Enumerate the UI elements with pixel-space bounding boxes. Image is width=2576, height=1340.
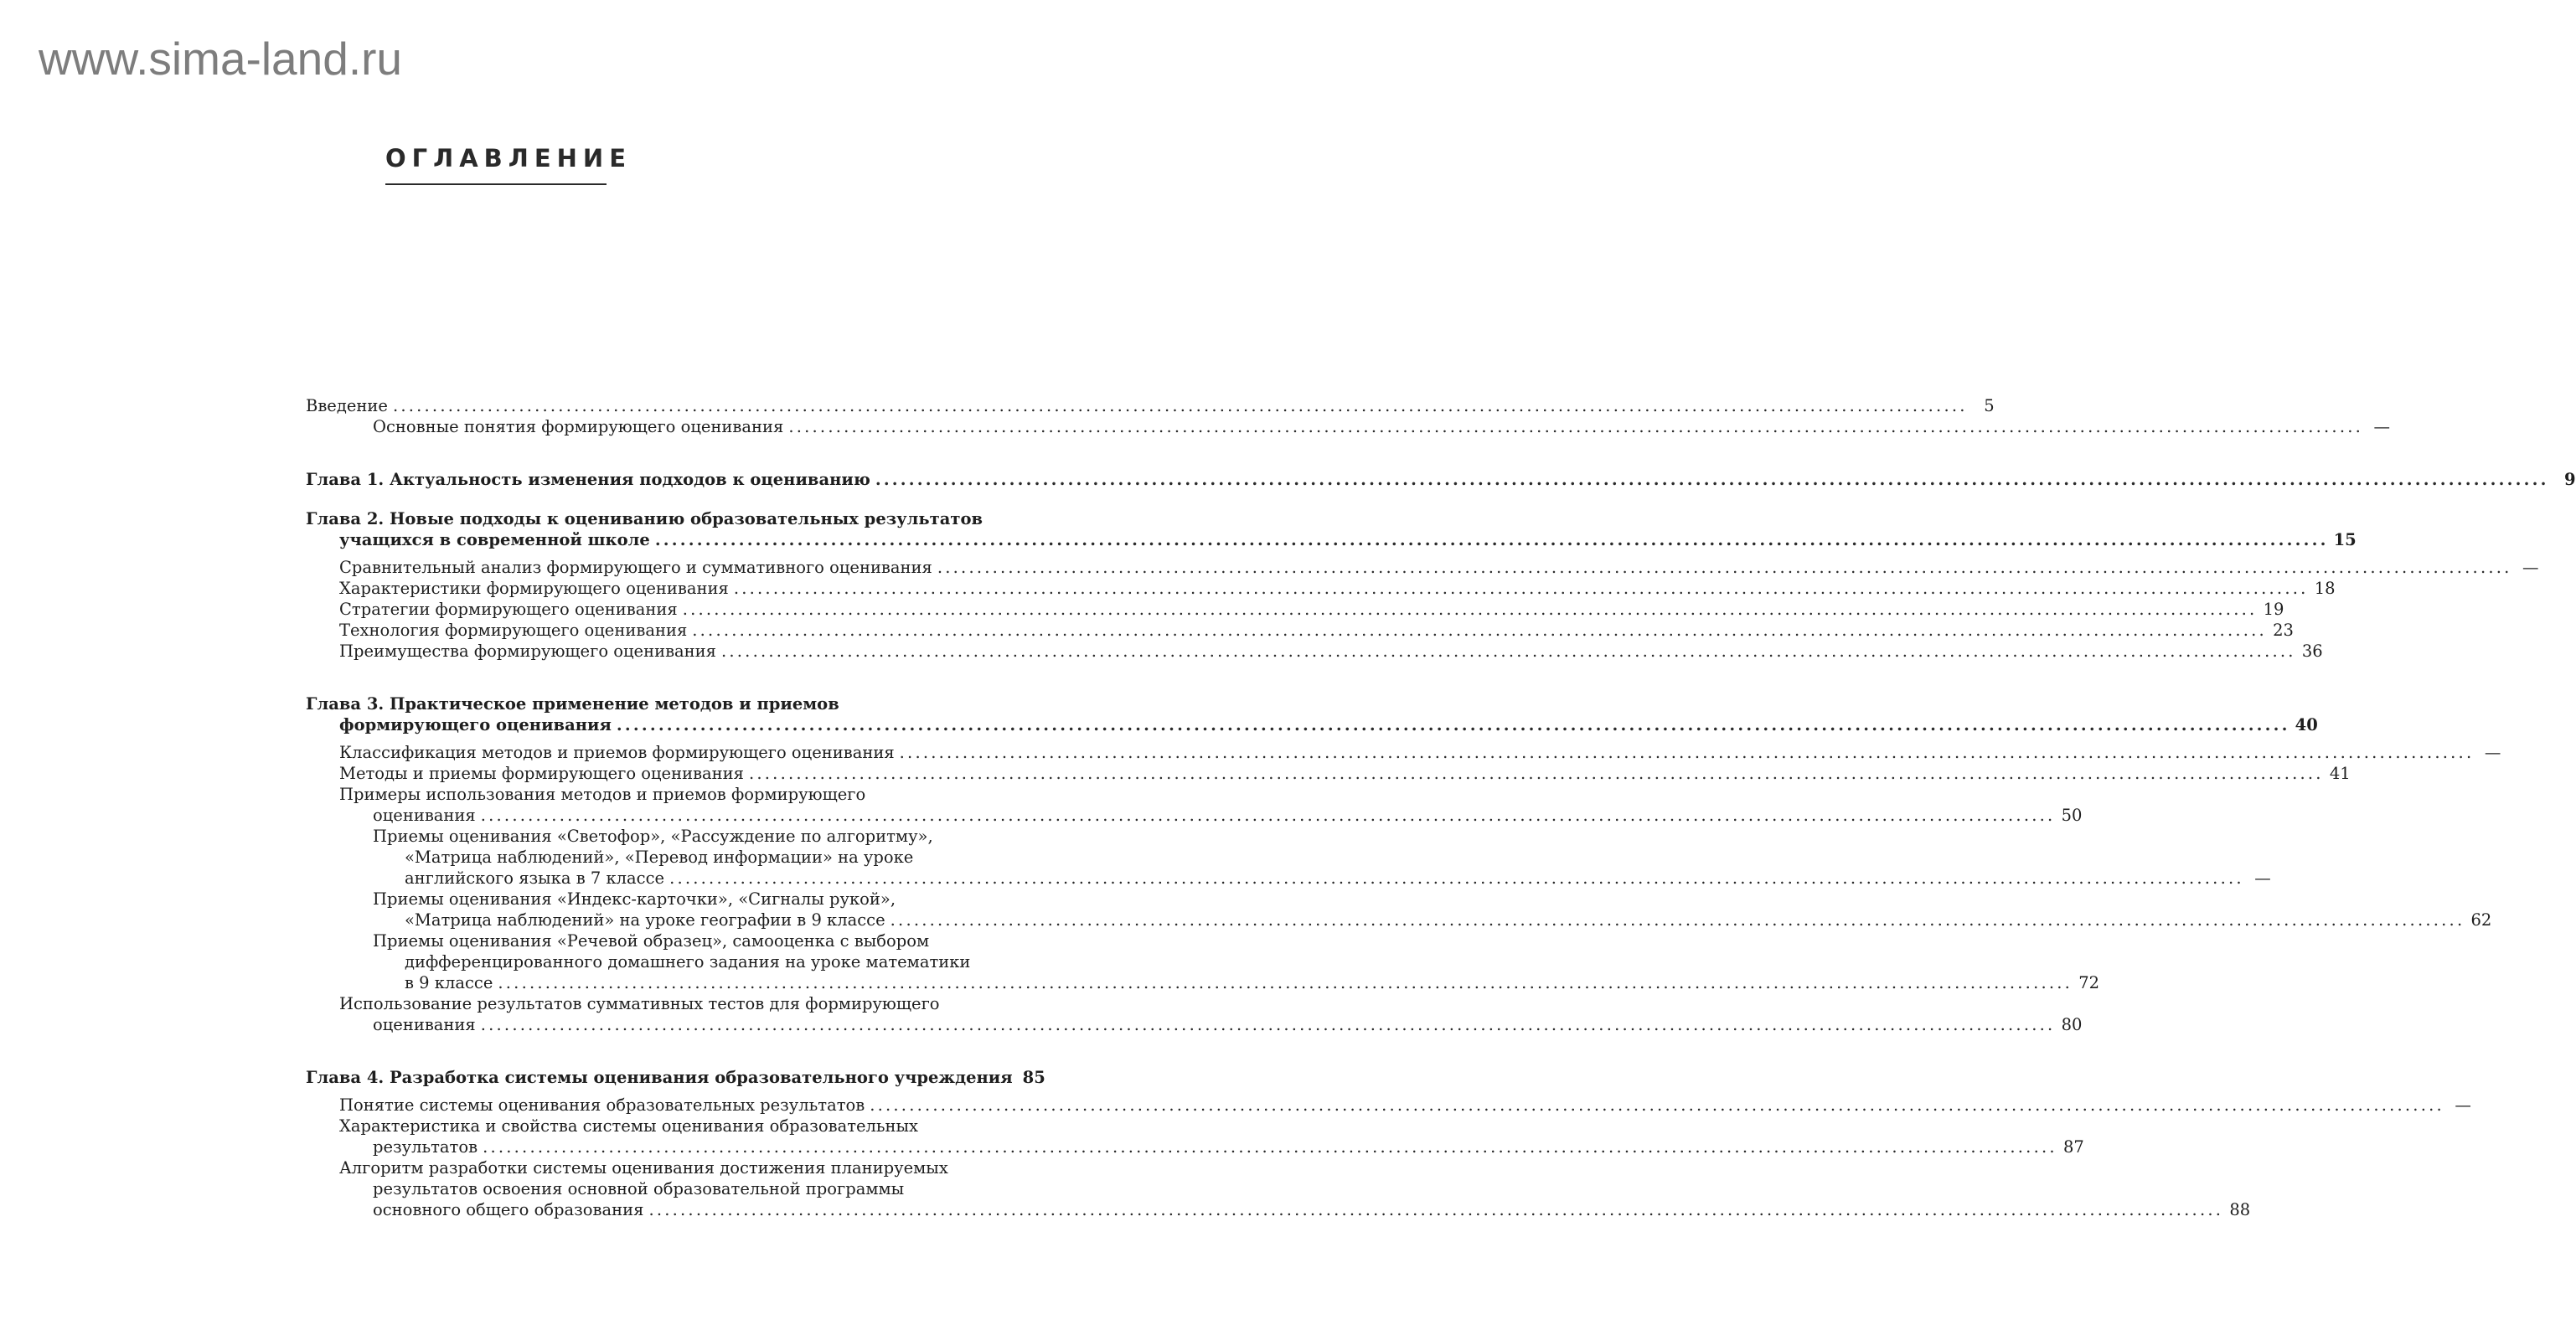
toc-entry-ch2-item — [306, 599, 2284, 620]
dot-leader: ........................................................................................................................................................................................................ — [480, 806, 2056, 825]
toc-page-number: 85 — [1022, 1068, 1045, 1087]
toc-entry-title: оценивания — [373, 806, 476, 825]
dot-leader: ........................................................................................................................................................................................................ — [616, 715, 2290, 734]
toc-page-number: 5 — [1984, 396, 1995, 415]
table-of-contents — [306, 395, 2576, 1220]
toc-entry-title: Основные понятия формирующего оценивания — [373, 417, 784, 436]
toc-entry-title: английского языка в 7 классе — [405, 868, 665, 888]
toc-entry-intro-sub — [306, 416, 2391, 437]
toc-entry-chapter-3 — [306, 714, 2318, 735]
toc-entry-ch4-item-2 — [306, 1136, 2084, 1157]
toc-ch3-last-line-1: Использование результатов суммативных тестов для формирующего — [339, 994, 940, 1013]
toc-entry-title: Преимущества формирующего оценивания — [339, 642, 716, 661]
toc-ch3-ex2-line-1: Приемы оценивания «Индекс-карточки», «Сигналы рукой», — [373, 889, 896, 909]
toc-page-number: 87 — [2062, 1137, 2084, 1157]
dot-leader: ........................................................................................................................................................................................................ — [870, 1095, 2444, 1115]
toc-entry-ch2-item — [306, 641, 2323, 662]
dot-leader: ........................................................................................................................................................................................................ — [937, 558, 2512, 577]
toc-page-number: 18 — [2314, 579, 2336, 598]
watermark: www.sima-land.ru — [39, 33, 403, 85]
toc-page-number: 41 — [2329, 764, 2351, 783]
page-title: ОГЛАВЛЕНИЕ — [385, 144, 632, 173]
toc-entry-intro — [306, 395, 1995, 416]
dot-leader: ........................................................................................................................................................................................................ — [748, 764, 2324, 783]
toc-page-number: 15 — [2333, 530, 2357, 549]
dot-leader: ........................................................................................................................................................................................................ — [733, 579, 2309, 598]
toc-entry-title: Технология формирующего оценивания — [339, 621, 688, 640]
dot-leader: ........................................................................................................................................................................................................ — [692, 621, 2267, 640]
toc-entry-title: формирующего оценивания — [339, 715, 612, 734]
toc-entry-title: оценивания — [373, 1015, 476, 1034]
toc-entry-ch4-item-1 — [306, 1095, 2471, 1116]
toc-chapter-2-line-1: Глава 2. Новые подходы к оцениванию образовательных результатов — [306, 509, 983, 528]
toc-entry-title: Характеристики формирующего оценивания — [339, 579, 729, 598]
toc-page-number: 50 — [2061, 806, 2083, 825]
dot-leader: ........................................................................................................................................................................................................ — [654, 530, 2329, 549]
toc-entry-title: Глава 4. Разработка системы оценивания образовательного учреждения — [306, 1068, 1013, 1087]
toc-entry-title: результатов — [373, 1137, 478, 1157]
toc-entry-ch2-item — [306, 620, 2294, 641]
dot-leader: ........................................................................................................................................................................................................ — [480, 1015, 2056, 1034]
toc-entry-ch2-item — [306, 578, 2336, 599]
toc-entry-title: основного общего образования — [373, 1200, 644, 1219]
toc-page-number: 23 — [2273, 621, 2294, 640]
toc-entry-chapter-1 — [306, 469, 2576, 490]
dot-leader: ........................................................................................................................................................................................................ — [483, 1137, 2057, 1157]
toc-ch3-ex3-line-2: дифференцированного домашнего задания на уроке математики — [405, 952, 971, 972]
toc-ch3-ex3-line-1: Приемы оценивания «Речевой образец», самооценка с выбором — [373, 931, 930, 951]
toc-page-number: 19 — [2263, 600, 2284, 619]
toc-entry-chapter-2 — [306, 529, 2357, 550]
toc-entry-title: Понятие системы оценивания образовательных результатов — [339, 1095, 865, 1115]
dot-leader: ........................................................................................................................................................................................................ — [682, 600, 2258, 619]
toc-entry-ch3-item — [306, 742, 2501, 763]
toc-entry-ch3-item — [306, 763, 2351, 784]
toc-page-number: 88 — [2229, 1200, 2251, 1219]
toc-entry-ch4-item-3 — [306, 1199, 2251, 1220]
toc-entry-title: «Матрица наблюдений» на уроке географии в 9 классе — [405, 910, 885, 930]
toc-entry-ch3-ex1 — [306, 868, 2271, 889]
toc-entry-title: Глава 1. Актуальность изменения подходов к оцениванию — [306, 470, 870, 489]
toc-entry-ch2-item — [306, 557, 2539, 578]
toc-page-number: — — [2254, 868, 2271, 888]
toc-entry-ch3-ex3 — [306, 972, 2100, 993]
toc-entry-title: Введение — [306, 396, 388, 415]
toc-entry-ch3-last — [306, 1014, 2083, 1035]
toc-entry-title: Методы и приемы формирующего оценивания — [339, 764, 744, 783]
dot-leader: ........................................................................................................................................................................................................ — [392, 396, 1968, 415]
toc-entry-title: Классификация методов и приемов формирующего оценивания — [339, 743, 895, 762]
toc-page-number: — — [2484, 743, 2501, 762]
toc-ch4-item3-line-2: результатов освоения основной образовательной программы — [373, 1179, 905, 1198]
toc-ch4-item2-line-1: Характеристика и свойства системы оценивания образовательных — [339, 1116, 919, 1136]
toc-entry-title: Сравнительный анализ формирующего и суммативного оценивания — [339, 558, 932, 577]
title-underline — [385, 183, 607, 185]
toc-entry-chapter-4 — [306, 1067, 1045, 1088]
dot-leader: ........................................................................................................................................................................................................ — [498, 973, 2073, 992]
toc-page-number: — — [2522, 558, 2539, 577]
toc-page-number: 72 — [2078, 973, 2100, 992]
toc-entry-ch3-ex2 — [306, 910, 2492, 930]
dot-leader: ........................................................................................................................................................................................................ — [899, 743, 2475, 762]
toc-page-number: 9 — [2564, 470, 2576, 489]
toc-page-number: 36 — [2301, 642, 2323, 661]
toc-page-number: 80 — [2061, 1015, 2083, 1034]
toc-page-number: 62 — [2470, 910, 2492, 930]
toc-entry-ch3-examples — [306, 805, 2083, 826]
toc-ch3-ex1-line-2: «Матрица наблюдений», «Перевод информации» на уроке — [405, 848, 914, 867]
toc-entry-title: Стратегии формирующего оценивания — [339, 600, 678, 619]
dot-leader: ........................................................................................................................................................................................................ — [720, 642, 2296, 661]
toc-chapter-3-line-1: Глава 3. Практическое применение методов и приемов — [306, 694, 839, 714]
toc-page-number: — — [2373, 417, 2391, 436]
toc-page-number: — — [2455, 1095, 2471, 1115]
dot-leader: ........................................................................................................................................................................................................ — [648, 1200, 2224, 1219]
toc-entry-title: в 9 классе — [405, 973, 493, 992]
toc-entry-title: учащихся в современной школе — [339, 530, 650, 549]
toc-page-number: 40 — [2295, 715, 2318, 734]
dot-leader: ........................................................................................................................................................................................................ — [875, 470, 2549, 489]
dot-leader: ........................................................................................................................................................................................................ — [890, 910, 2465, 930]
toc-ch4-item3-line-1: Алгоритм разработки системы оценивания достижения планируемых — [339, 1158, 948, 1178]
dot-leader: ........................................................................................................................................................................................................ — [788, 417, 2364, 436]
toc-ch3-examples-line-1: Примеры использования методов и приемов формирующего — [339, 785, 866, 804]
toc-ch3-ex1-line-1: Приемы оценивания «Светофор», «Рассуждение по алгоритму», — [373, 827, 933, 846]
dot-leader: ........................................................................................................................................................................................................ — [669, 868, 2244, 888]
